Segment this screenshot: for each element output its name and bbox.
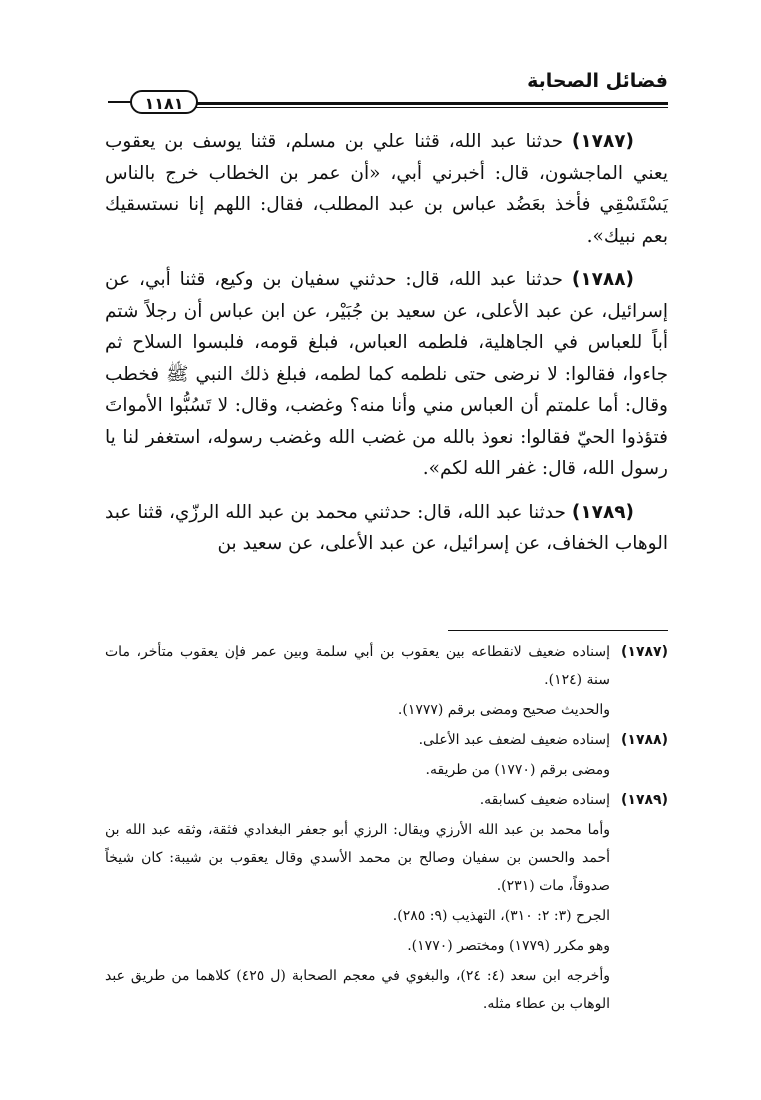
footnote-line: وهو مكرر (١٧٧٩) ومختصر (١٧٧٠). bbox=[407, 938, 610, 954]
hadith-text: حدثنا عبد الله، قال: حدثني محمد بن عبد الله الرزّي، قثنا عبد الوهاب الخفاف، عن إسرائيل، عن عبد الأعلى، عن سعيد بن bbox=[105, 501, 668, 554]
footnote-line: ومضى برقم (١٧٧٠) من طريقه. bbox=[425, 762, 610, 778]
footnote-head bbox=[105, 726, 668, 754]
hadith-number: (١٧٨٨) bbox=[571, 269, 634, 290]
footnote-1789 bbox=[105, 786, 668, 1018]
hadith-1788 bbox=[105, 264, 668, 485]
footnote-number: (١٧٨٨) bbox=[621, 732, 668, 748]
footnote-number: (١٧٨٧) bbox=[621, 644, 668, 660]
footnote-head bbox=[105, 638, 668, 694]
footnote-line: الجرح (٣: ٢: ٣١٠)، التهذيب (٩: ٢٨٥). bbox=[392, 908, 610, 924]
hadith-text: حدثنا عبد الله، قال: حدثني سفيان بن وكيع، قثنا أبي، عن إسرائيل، عن عبد الأعلى، عن سعيد بن جُبَيْر، عن ابن عباس أن رجلاً شتم أباً للعباس في الجاهلية، فلطمه العباس، فبلغ قومه، فلبسوا السلاح ثم جاءوا، فقالوا: لا نرضى حتى نلطمه كما لطمه، فبلغ ذلك النبي ﷺ فخطب وقال: أما علمتم أن العباس مني وأنا منه؟ وغضب، وقال: لا تَسُبُّوا الأمواتَ فتؤذوا الحيّ فقالوا: نعوذ بالله من غضب الله وغضب رسوله، استغفر لنا يا رسول الله، قال: غفر الله لكم». bbox=[105, 269, 668, 479]
page-number: ١١٨١ bbox=[130, 90, 198, 114]
main-text bbox=[105, 126, 668, 572]
page-header bbox=[108, 70, 668, 114]
footnote-1788 bbox=[105, 726, 668, 784]
hadith-1787 bbox=[105, 126, 668, 252]
footnote-line: وأما محمد بن عبد الله الأرزي ويقال: الرزي أبو جعفر البغدادي فثقة، وثقه عبد الله بن أحمد والحسن بن سفيان وصالح بن محمد الأسدي وقال يعقوب بن شيبة: كان شيخاً صدوقاً، مات (٢٣١). bbox=[105, 822, 610, 894]
hadith-number: (١٧٨٧) bbox=[571, 131, 634, 152]
page-number-ornament bbox=[108, 101, 132, 103]
footnote-1787 bbox=[105, 638, 668, 724]
footnote-number: (١٧٨٩) bbox=[621, 792, 668, 808]
running-title: فضائل الصحابة bbox=[527, 70, 668, 92]
footnote-text: إسناده ضعيف لانقطاعه بين يعقوب بن أبي سلمة وبين عمر فإن يعقوب متأخر، مات سنة (١٢٤). bbox=[105, 644, 610, 688]
header-rule-thin bbox=[178, 107, 668, 108]
hadith-number: (١٧٨٩) bbox=[571, 501, 634, 523]
footnote-head bbox=[105, 786, 668, 814]
hadith-text: حدثنا عبد الله، قثنا علي بن مسلم، قثنا يوسف بن يعقوب يعني الماجشون، قال: أخبرني أبي، «أن عمر بن الخطاب خرج بالناس يَسْتَسْقِي فأخذ بعَضُد عباس بن عبد المطلب، فقال: اللهم إنا نستسقيك بعم نبيك». bbox=[105, 131, 668, 247]
footnote-line: والحديث صحيح ومضى برقم (١٧٧٧). bbox=[397, 702, 610, 718]
footnote-line: وأخرجه ابن سعد (٤: ٢٤)، والبغوي في معجم الصحابة (ل ٤٢٥) كلاهما من طريق عبد الوهاب بن عطاء مثله. bbox=[105, 968, 610, 1012]
footnote-text: إسناده ضعيف كسابقه. bbox=[479, 792, 610, 808]
header-rule bbox=[178, 102, 668, 105]
footnote-separator bbox=[448, 630, 668, 631]
footnote-text: إسناده ضعيف لضعف عبد الأعلى. bbox=[418, 732, 610, 748]
hadith-1789 bbox=[105, 497, 668, 560]
footnotes bbox=[105, 638, 668, 1020]
